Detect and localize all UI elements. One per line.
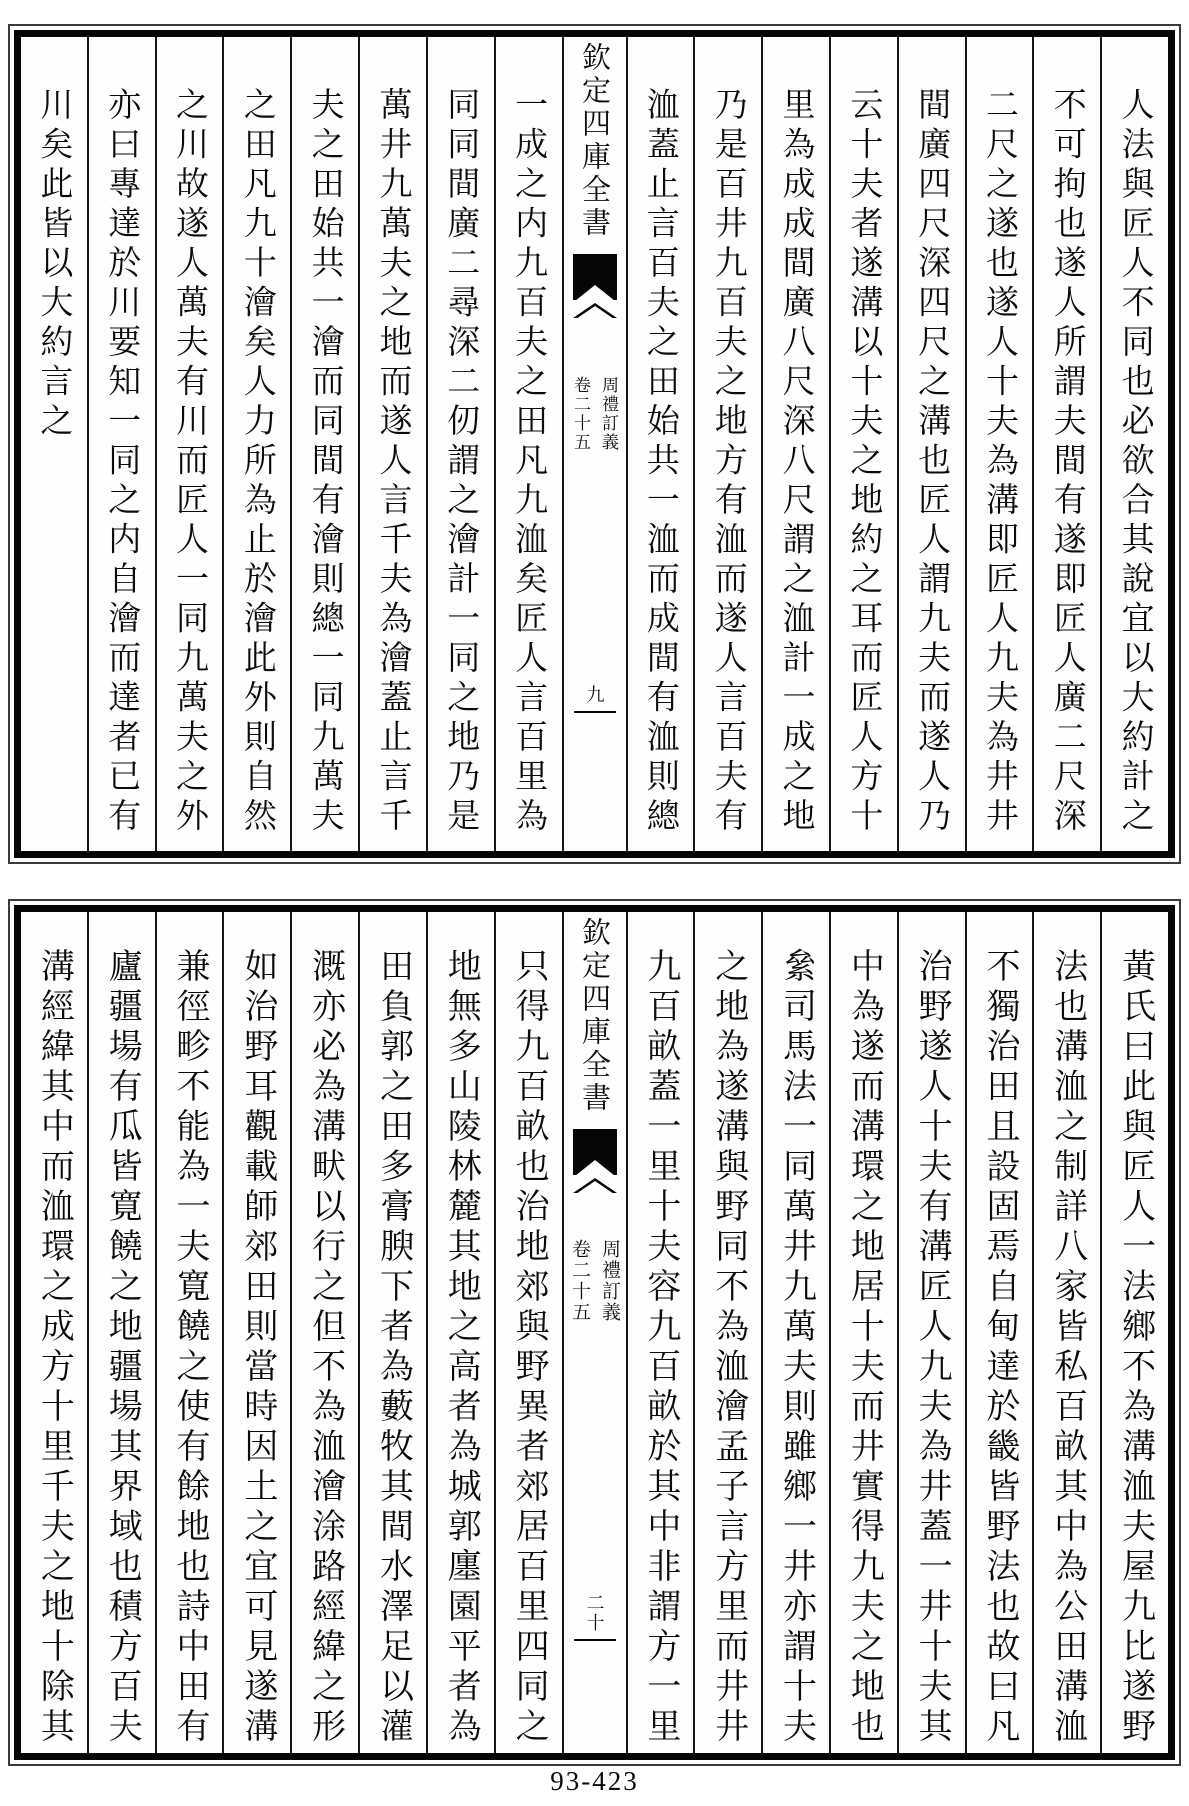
column-text: 云十夫者遂溝以十夫之地約之耳而匠人方十 xyxy=(845,87,882,838)
text-column xyxy=(358,912,426,1753)
column-text: 人法與匠人不同也必欲合其說宜以大約計之 xyxy=(1116,87,1153,838)
fishtail-echo-icon xyxy=(573,1178,617,1193)
text-column xyxy=(761,912,829,1753)
column-text: 一成之内九百夫之田凡九洫矣匠人言百里為 xyxy=(510,87,547,838)
fold-rule-line xyxy=(574,711,616,713)
text-column xyxy=(222,37,290,851)
column-text: 川矣此皆以大約言之 xyxy=(35,87,72,443)
column-text: 之地為遂溝與野同不為洫澮孟子言方里而井井 xyxy=(709,948,747,1748)
text-column xyxy=(222,912,290,1753)
fishtail-icon xyxy=(573,1129,617,1175)
text-column xyxy=(87,912,155,1753)
column-text: 中為遂而溝環之地居十夫而井實得九夫之地也 xyxy=(845,948,883,1748)
column-text: 黃氏曰此與匠人一法鄉不為溝洫夫屋九比遂野 xyxy=(1116,948,1154,1748)
column-text: 洫蓋止言百夫之田始共一洫而成間有洫則總 xyxy=(641,87,678,838)
text-column xyxy=(693,912,761,1753)
text-column xyxy=(1100,912,1168,1753)
text-column xyxy=(426,37,494,851)
text-column xyxy=(829,37,897,851)
column-grid xyxy=(21,37,1168,851)
column-text: 夫之田始共一澮而同間有澮則總一同九萬夫 xyxy=(306,87,343,838)
text-column xyxy=(693,37,761,851)
text-column xyxy=(761,37,829,851)
column-text: 不獨治田且設固焉自甸達於畿皆野法也故曰凡 xyxy=(980,948,1018,1748)
text-column xyxy=(626,37,694,851)
column-text: 地無多山陵林麓其地之高者為城郭廛園平者為 xyxy=(442,948,480,1748)
text-column xyxy=(426,912,494,1753)
column-text: 間廣四尺深四尺之溝也匠人謂九夫而遂人乃 xyxy=(913,87,950,838)
text-column xyxy=(155,37,223,851)
chapter-label: 卷二十五 xyxy=(569,1239,590,1323)
chapter-label: 卷二十五 xyxy=(571,376,590,452)
fishtail-echo-icon xyxy=(573,303,617,318)
leaf-number: 二十 xyxy=(584,1593,605,1633)
leaf-number: 九 xyxy=(584,685,605,705)
text-column xyxy=(358,37,426,851)
fold-caption xyxy=(568,376,621,452)
column-text: 絫司馬法一同萬井九萬夫則雖鄉一井亦謂十夫 xyxy=(777,948,815,1748)
center-fold-column xyxy=(562,37,626,851)
book-title: 周禮訂義 xyxy=(599,1239,620,1323)
text-column xyxy=(494,912,562,1753)
column-text: 廬疆場有瓜皆寛饒之地疆場其界域也積方百夫 xyxy=(103,948,141,1748)
column-text: 二尺之遂也遂人十夫為溝即匠人九夫為井井 xyxy=(980,87,1017,838)
column-text: 溝經緯其中而洫環之成方十里千夫之地十除其 xyxy=(35,948,73,1748)
column-text: 萬井九萬夫之地而遂人言千夫為澮蓋止言千 xyxy=(374,87,411,838)
text-column xyxy=(829,912,897,1753)
text-column xyxy=(897,37,965,851)
text-column xyxy=(494,37,562,851)
text-column xyxy=(626,912,694,1753)
fold-rule-line xyxy=(574,1639,616,1641)
column-text: 亦曰專達於川要知一同之内自澮而達者已有 xyxy=(103,87,140,838)
fold-caption xyxy=(566,1239,623,1323)
column-text: 如治野耳觀載師郊田則當時因土之宜可見遂溝 xyxy=(238,948,276,1748)
column-grid xyxy=(21,912,1168,1753)
text-column xyxy=(87,37,155,851)
text-column xyxy=(965,912,1033,1753)
column-text: 同同間廣二尋深二仞謂之澮計一同之地乃是 xyxy=(442,87,479,838)
text-column xyxy=(1032,912,1100,1753)
column-text: 之川故遂人萬夫有川而匠人一同九萬夫之外 xyxy=(171,87,208,838)
text-column xyxy=(290,912,358,1753)
book-title: 周禮訂義 xyxy=(599,376,618,452)
text-column xyxy=(290,37,358,851)
text-column xyxy=(155,912,223,1753)
column-text: 乃是百井九百夫之地方有洫而遂人言百夫有 xyxy=(709,87,746,838)
reprint-page-number: 93-423 xyxy=(550,1766,639,1796)
text-column xyxy=(965,37,1033,851)
text-column xyxy=(1032,37,1100,851)
collection-title: 欽定四庫全書 xyxy=(578,42,610,240)
column-text: 溉亦必為溝畎以行之但不為洫澮涂路經緯之形 xyxy=(306,948,344,1748)
center-fold-column xyxy=(562,912,626,1753)
column-text: 之田凡九十澮矣人力所為止於澮此外則自然 xyxy=(238,87,275,838)
column-text: 田負郭之田多膏腴下者為藪牧其間水澤足以灌 xyxy=(374,948,412,1748)
collection-title: 欽定四庫全書 xyxy=(578,917,610,1115)
text-column xyxy=(897,912,965,1753)
text-column xyxy=(1100,37,1168,851)
page-leaf-top xyxy=(14,30,1175,858)
text-column xyxy=(21,912,87,1753)
text-column xyxy=(21,37,87,851)
column-text: 九百畝蓋一里十夫容九百畝於其中非謂方一里 xyxy=(641,948,679,1748)
column-text: 里為成成間廣八尺深八尺謂之洫計一成之地 xyxy=(777,87,814,838)
column-text: 不可拘也遂人所謂夫間有遂即匠人廣二尺深 xyxy=(1048,87,1085,838)
column-text: 只得九百畝也治地郊與野異者郊居百里四同之 xyxy=(510,948,548,1748)
fishtail-icon xyxy=(573,254,617,300)
column-text: 兼徑畛不能為一夫寛饒之使有餘地也詩中田有 xyxy=(171,948,209,1748)
column-text: 法也溝洫之制詳八家皆私百畝其中為公田溝洫 xyxy=(1048,948,1086,1748)
column-text: 治野遂人十夫有溝匠人九夫為井蓋一井十夫其 xyxy=(913,948,951,1748)
page-leaf-bottom xyxy=(14,905,1175,1760)
